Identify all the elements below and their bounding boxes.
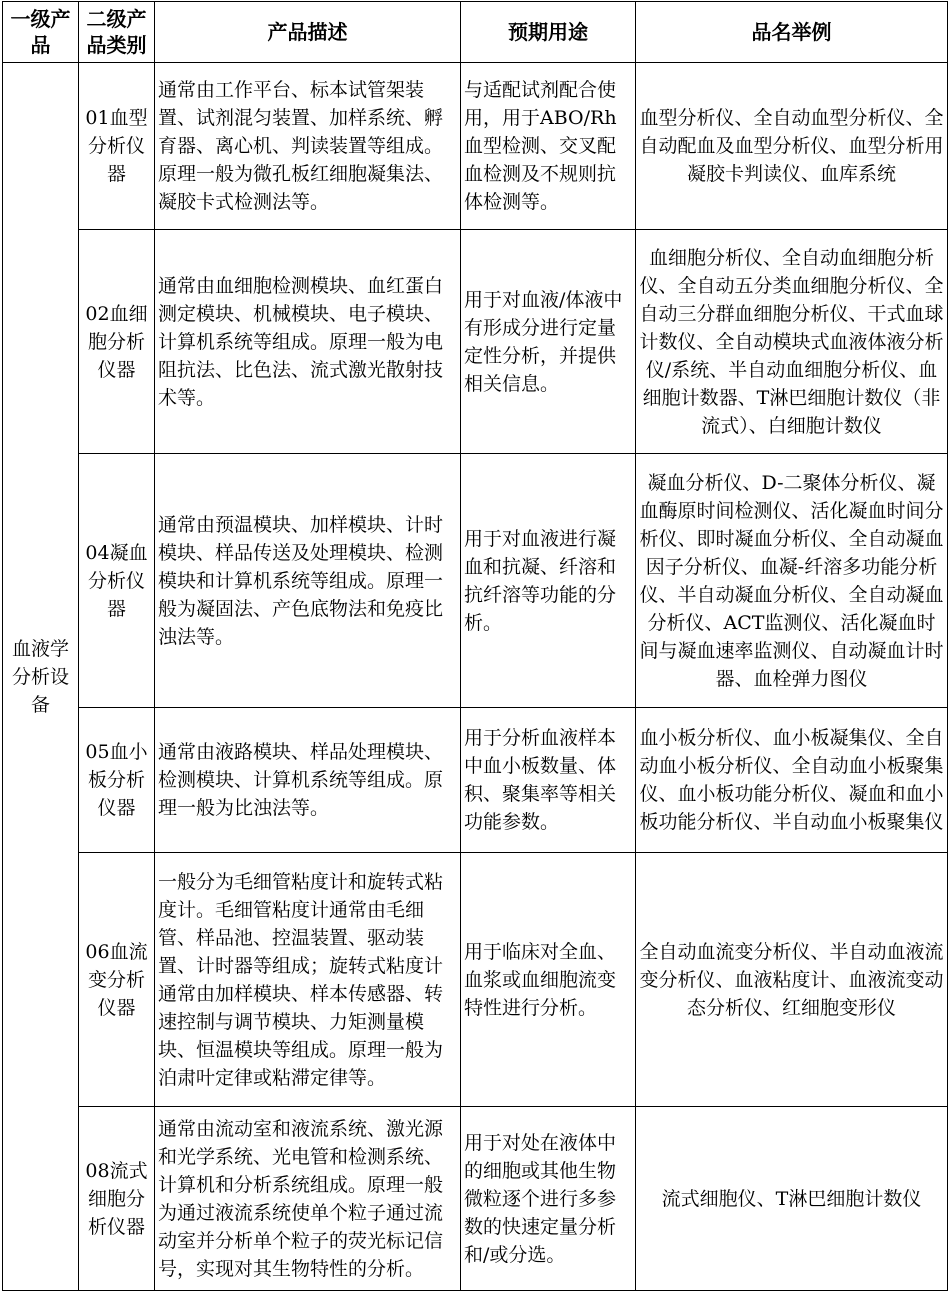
intended-use-cell: 与适配试剂配合使用，用于ABO/Rh血型检测、交叉配血检测及不规则抗体检测等。 [461,63,636,230]
intended-use-cell: 用于对处在液体中的细胞或其他生物微粒逐个进行多参数的快速定量分析和/或分选。 [461,1107,636,1291]
table-row [3,63,948,230]
header-level1: 一级产品 [3,2,79,63]
category-cell: 04凝血分析仪器 [79,454,155,708]
intended-use-cell: 用于对血液进行凝血和抗凝、纤溶和抗纤溶等功能的分析。 [461,454,636,708]
examples-cell: 凝血分析仪、D-二聚体分析仪、凝血酶原时间检测仪、活化凝血时间分析仪、即时凝血分析仪、全自动凝血因子分析仪、血凝-纤溶多功能分析仪、半自动凝血分析仪、全自动凝血分析仪、ACT监测仪、活化凝血时间与凝血速率监测仪、自动凝血计时器、血栓弹力图仪 [636,454,948,708]
header-intended-use: 预期用途 [461,2,636,63]
description-cell: 一般分为毛细管粘度计和旋转式粘度计。毛细管粘度计通常由毛细管、样品池、控温装置、驱动装置、计时器等组成；旋转式粘度计通常由加样模块、样本传感器、转速控制与调节模块、力矩测量模块、恒温模块等组成。原理一般为泊肃叶定律或粘滞定律等。 [155,853,461,1107]
examples-cell: 流式细胞仪、T淋巴细胞计数仪 [636,1107,948,1291]
table-row [3,1107,948,1291]
category-cell: 02血细胞分析仪器 [79,230,155,454]
category-cell: 05血小板分析仪器 [79,708,155,853]
classification-table [2,1,948,1291]
header-description: 产品描述 [155,2,461,63]
category-cell: 06血流变分析仪器 [79,853,155,1107]
description-cell: 通常由工作平台、标本试管架装置、试剂混匀装置、加样系统、孵育器、离心机、判读装置等组成。原理一般为微孔板红细胞凝集法、凝胶卡式检测法等。 [155,63,461,230]
table-row [3,230,948,454]
description-cell: 通常由预温模块、加样模块、计时模块、样品传送及处理模块、检测模块和计算机系统等组成。原理一般为凝固法、产色底物法和免疫比浊法等。 [155,454,461,708]
description-cell: 通常由流动室和液流系统、激光源和光学系统、光电管和检测系统、计算机和分析系统组成。原理一般为通过液流系统使单个粒子通过流动室并分析单个粒子的荧光标记信号，实现对其生物特性的分析。 [155,1107,461,1291]
category-cell: 01血型分析仪器 [79,63,155,230]
intended-use-cell: 用于对血液/体液中有形成分进行定量定性分析，并提供相关信息。 [461,230,636,454]
level1-category-cell: 血液学分析设备 [3,63,79,1291]
header-row [3,2,948,63]
intended-use-cell: 用于分析血液样本中血小板数量、体积、聚集率等相关功能参数。 [461,708,636,853]
examples-cell: 血小板分析仪、血小板凝集仪、全自动血小板分析仪、全自动血小板聚集仪、血小板功能分析仪、凝血和血小板功能分析仪、半自动血小板聚集仪 [636,708,948,853]
header-examples: 品名举例 [636,2,948,63]
table-row [3,853,948,1107]
table-row [3,454,948,708]
examples-cell: 血细胞分析仪、全自动血细胞分析仪、全自动五分类血细胞分析仪、全自动三分群血细胞分析仪、干式血球计数仪、全自动模块式血液体液分析仪/系统、半自动血细胞分析仪、血细胞计数器、T淋巴细胞计数仪（非流式）、白细胞计数仪 [636,230,948,454]
table-row [3,708,948,853]
examples-cell: 全自动血流变分析仪、半自动血液流变分析仪、血液粘度计、血液流变动态分析仪、红细胞变形仪 [636,853,948,1107]
header-level2: 二级产品类别 [79,2,155,63]
description-cell: 通常由血细胞检测模块、血红蛋白测定模块、机械模块、电子模块、计算机系统等组成。原理一般为电阻抗法、比色法、流式激光散射技术等。 [155,230,461,454]
category-cell: 08流式细胞分析仪器 [79,1107,155,1291]
intended-use-cell: 用于临床对全血、血浆或血细胞流变特性进行分析。 [461,853,636,1107]
examples-cell: 血型分析仪、全自动血型分析仪、全自动配血及血型分析仪、血型分析用凝胶卡判读仪、血库系统 [636,63,948,230]
description-cell: 通常由液路模块、样品处理模块、检测模块、计算机系统等组成。原理一般为比浊法等。 [155,708,461,853]
